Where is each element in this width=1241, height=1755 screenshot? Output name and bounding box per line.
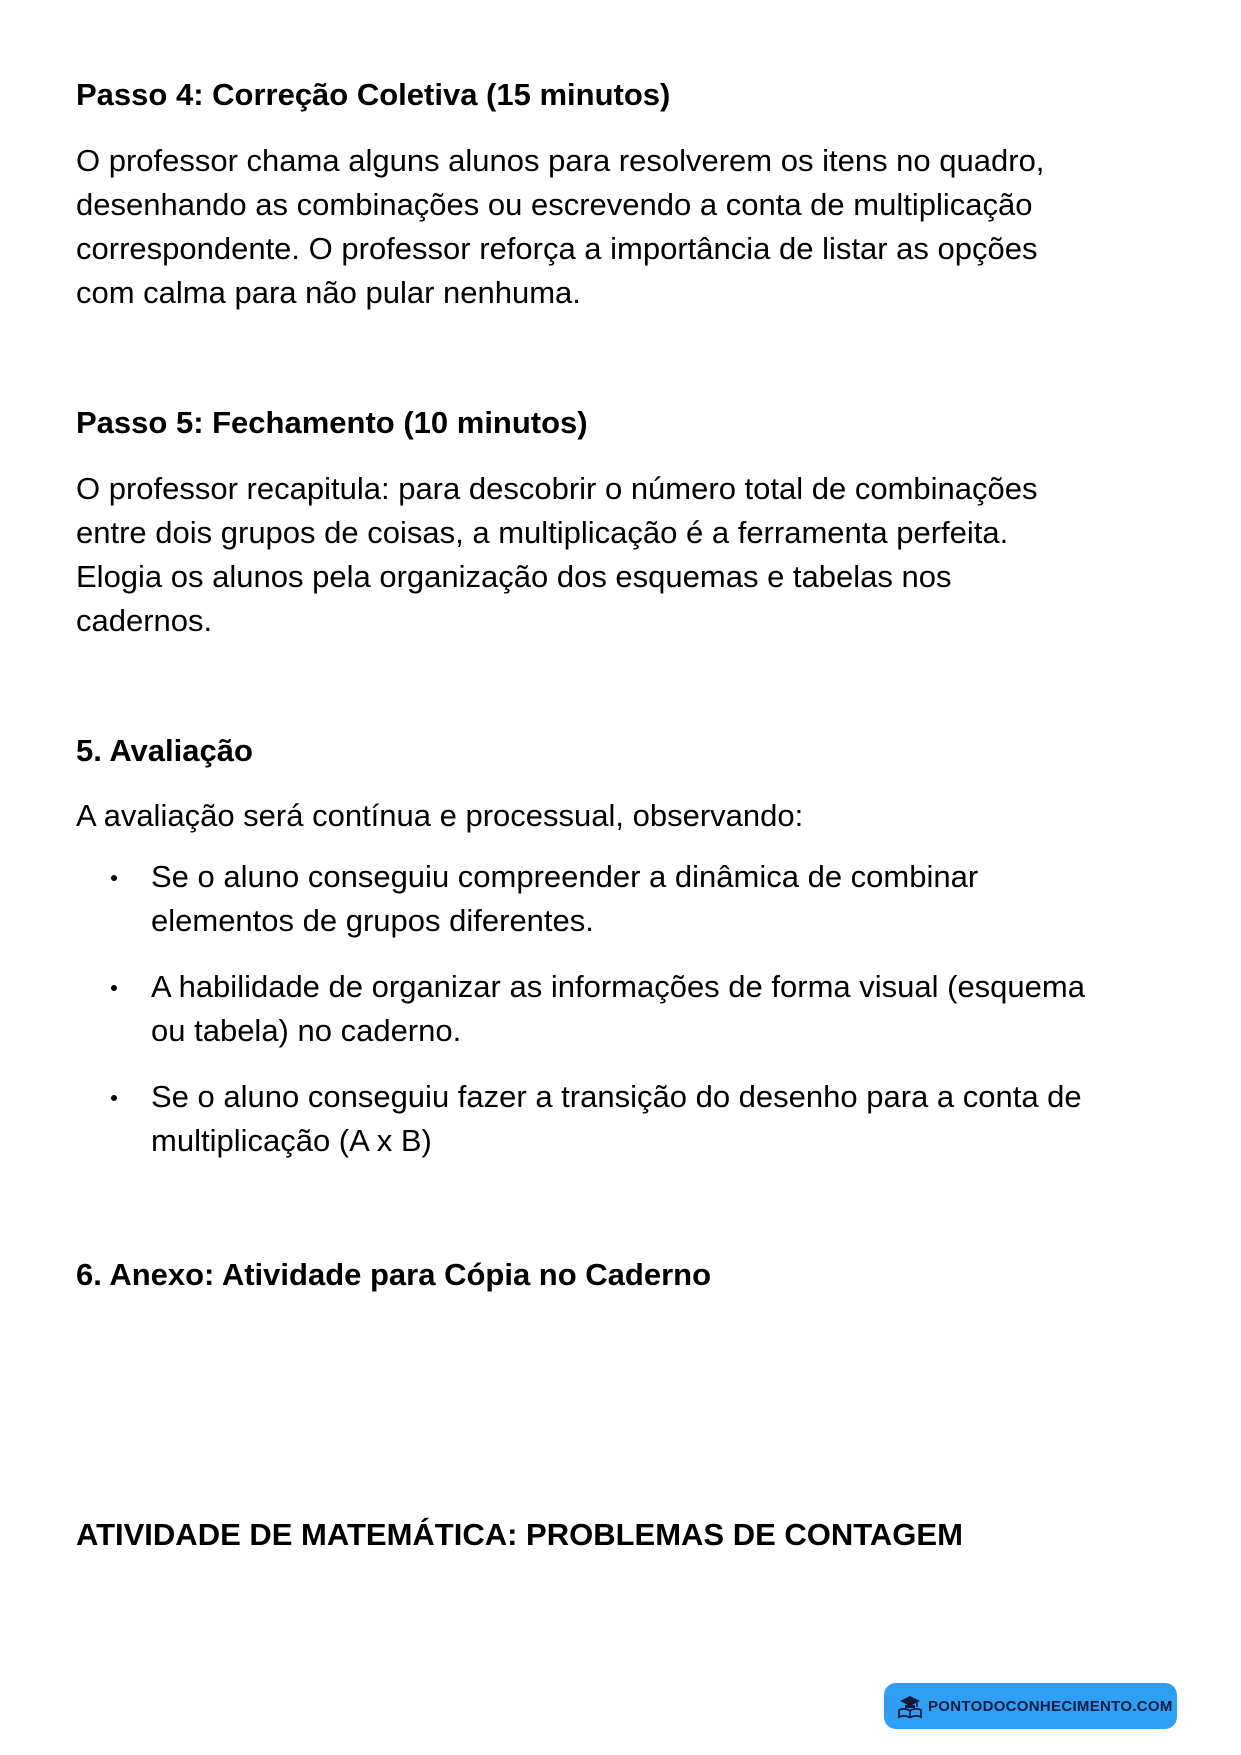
text-line: multiplicação (A x B) — [151, 1123, 432, 1158]
text-line: Se o aluno conseguiu fazer a transição do desenho para a conta de — [151, 1079, 1082, 1114]
graduation-book-icon — [896, 1692, 924, 1720]
text-line: correspondente. O professor reforça a importância de listar as opções — [76, 231, 1038, 266]
text-line: cadernos. — [76, 603, 213, 638]
text-line: entre dois grupos de coisas, a multiplicação é a ferramenta perfeita. — [76, 515, 1009, 550]
brand-label: PONTODOCONHECIMENTO.COM — [928, 1697, 1173, 1715]
text-line: O professor chama alguns alunos para resolverem os itens no quadro, — [76, 143, 1045, 178]
step5-heading: Passo 5: Fechamento (10 minutos) — [76, 405, 588, 440]
text-line: A avaliação será contínua e processual, observando: — [76, 798, 804, 833]
list-item — [76, 965, 1176, 1053]
text-line: Elogia os alunos pela organização dos esquemas e tabelas nos — [76, 559, 952, 594]
activity-title: ATIVIDADE DE MATEMÁTICA: PROBLEMAS DE CONTAGEM — [76, 1517, 963, 1552]
bullet-icon — [111, 1095, 117, 1101]
text-line: A habilidade de organizar as informações de forma visual (esquema — [151, 969, 1085, 1004]
step4-heading: Passo 4: Correção Coletiva (15 minutos) — [76, 77, 671, 112]
bullet-icon — [111, 985, 117, 991]
bullet-icon — [111, 875, 117, 881]
step4-paragraph — [76, 139, 1176, 315]
annex-heading: 6. Anexo: Atividade para Cópia no Caderno — [76, 1257, 712, 1292]
evaluation-heading: 5. Avaliação — [76, 733, 253, 768]
evaluation-bullet-list — [76, 855, 1176, 1185]
list-item — [76, 855, 1176, 943]
evaluation-intro — [76, 794, 1176, 838]
step5-paragraph — [76, 467, 1176, 643]
text-line: ou tabela) no caderno. — [151, 1013, 462, 1048]
brand-badge-link[interactable] — [884, 1683, 1177, 1729]
text-line: com calma para não pular nenhuma. — [76, 275, 581, 310]
text-line: desenhando as combinações ou escrevendo a conta de multiplicação — [76, 187, 1033, 222]
text-line: O professor recapitula: para descobrir o número total de combinações — [76, 471, 1038, 506]
text-line: elementos de grupos diferentes. — [151, 903, 594, 938]
text-line: Se o aluno conseguiu compreender a dinâmica de combinar — [151, 859, 979, 894]
list-item — [76, 1075, 1176, 1163]
